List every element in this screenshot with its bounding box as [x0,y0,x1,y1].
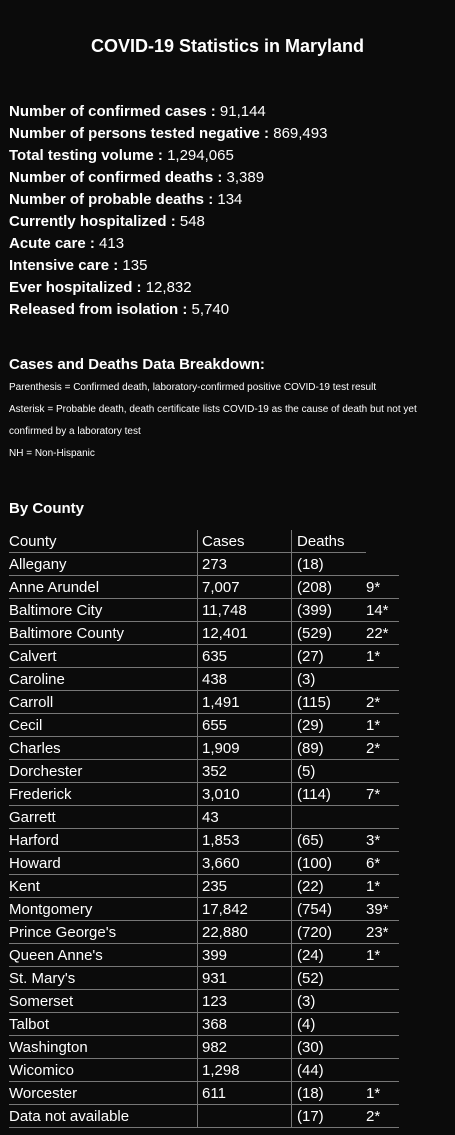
cell-county: Garrett [9,806,198,829]
stat-label: Number of probable deaths : [9,191,214,208]
cell-deaths: (89) [292,737,366,760]
cell-county: Allegany [9,553,198,576]
cell-cases: 611 [198,1082,292,1105]
stat-value: 5,740 [191,301,230,318]
cell-deaths: (18) [292,553,366,576]
breakdown-heading: Cases and Deaths Data Breakdown: [9,356,265,373]
cell-county: Anne Arundel [9,576,198,599]
cell-deaths: (29) [292,714,366,737]
column-header-cases: Cases [198,530,292,553]
stat-label: Currently hospitalized : [9,213,176,230]
cell-deaths: (44) [292,1059,366,1082]
cell-probable-deaths: 1* [366,1082,399,1105]
cell-cases: 1,853 [198,829,292,852]
cell-probable-deaths [366,1036,399,1059]
cell-cases: 7,007 [198,576,292,599]
cell-deaths: (27) [292,645,366,668]
cell-deaths: (115) [292,691,366,714]
cell-cases [198,1105,292,1128]
stat-released-from-isolation [9,299,327,321]
cell-county: Dorchester [9,760,198,783]
cell-cases: 635 [198,645,292,668]
cell-probable-deaths [366,806,399,829]
cell-cases: 3,010 [198,783,292,806]
cell-county: Carroll [9,691,198,714]
cell-probable-deaths [366,668,399,691]
cell-cases: 982 [198,1036,292,1059]
stat-label: Number of confirmed deaths : [9,169,223,186]
cell-cases: 11,748 [198,599,292,622]
cell-probable-deaths: 2* [366,1105,399,1128]
cell-county: Kent [9,875,198,898]
cell-deaths: (65) [292,829,366,852]
cell-deaths: (18) [292,1082,366,1105]
cell-county: Wicomico [9,1059,198,1082]
stat-acute-care [9,233,327,255]
cell-probable-deaths: 3* [366,829,399,852]
stat-value: 3,389 [226,169,265,186]
cell-probable-deaths: 23* [366,921,399,944]
note-parenthesis: Parenthesis = Confirmed death, laboratory-confirmed positive COVID-19 test result [9,382,377,393]
stat-label: Total testing volume : [9,147,163,164]
cell-probable-deaths [366,1013,399,1036]
cell-county: Harford [9,829,198,852]
cell-county: Prince George's [9,921,198,944]
cell-county: Calvert [9,645,198,668]
cell-probable-deaths: 2* [366,691,399,714]
statistics-list [9,101,327,321]
stat-confirmed-deaths [9,167,327,189]
cell-deaths: (114) [292,783,366,806]
cell-probable-deaths: 1* [366,714,399,737]
cell-deaths: (720) [292,921,366,944]
cell-county: Washington [9,1036,198,1059]
stat-value: 135 [122,257,148,274]
cell-cases: 931 [198,967,292,990]
stat-label: Intensive care : [9,257,119,274]
column-header-county: County [9,530,198,553]
cell-cases: 368 [198,1013,292,1036]
stat-label: Released from isolation : [9,301,188,318]
cell-cases: 123 [198,990,292,1013]
stat-value: 91,144 [219,103,266,120]
cell-probable-deaths: 1* [366,944,399,967]
cell-cases: 3,660 [198,852,292,875]
cell-deaths [292,806,366,829]
cell-cases: 438 [198,668,292,691]
cell-deaths: (30) [292,1036,366,1059]
stat-value: 548 [179,213,205,230]
stat-ever-hospitalized [9,277,327,299]
cell-probable-deaths [366,967,399,990]
cell-probable-deaths: 22* [366,622,399,645]
cell-deaths: (52) [292,967,366,990]
cell-county: Charles [9,737,198,760]
cell-deaths: (3) [292,990,366,1013]
cell-deaths: (4) [292,1013,366,1036]
stat-tested-negative [9,123,327,145]
cell-probable-deaths: 2* [366,737,399,760]
cell-cases: 1,491 [198,691,292,714]
stat-probable-deaths [9,189,327,211]
cell-county: Baltimore City [9,599,198,622]
cell-cases: 1,298 [198,1059,292,1082]
cell-deaths: (529) [292,622,366,645]
note-nh: NH = Non-Hispanic [9,448,95,459]
cell-cases: 12,401 [198,622,292,645]
cell-deaths: (100) [292,852,366,875]
cell-county: Talbot [9,1013,198,1036]
cell-probable-deaths [366,760,399,783]
cell-county: Somerset [9,990,198,1013]
column-header-deaths: Deaths [292,530,366,553]
cell-county: Baltimore County [9,622,198,645]
cell-probable-deaths: 1* [366,645,399,668]
cell-county: St. Mary's [9,967,198,990]
cell-probable-deaths: 14* [366,599,399,622]
cell-cases: 17,842 [198,898,292,921]
cell-deaths: (208) [292,576,366,599]
cell-county: Caroline [9,668,198,691]
cell-county: Howard [9,852,198,875]
cell-cases: 399 [198,944,292,967]
stat-intensive-care [9,255,327,277]
cell-county: Montgomery [9,898,198,921]
cell-deaths: (754) [292,898,366,921]
stat-label: Acute care : [9,235,95,252]
cell-cases: 273 [198,553,292,576]
breakdown-notes [9,377,451,465]
cell-probable-deaths: 7* [366,783,399,806]
cell-probable-deaths [366,1059,399,1082]
stat-currently-hospitalized [9,211,327,233]
county-section-heading: By County [9,500,84,517]
stat-value: 869,493 [273,125,328,142]
cell-deaths: (5) [292,760,366,783]
cell-county: Data not available [9,1105,198,1128]
cell-probable-deaths: 1* [366,875,399,898]
stat-value: 1,294,065 [167,147,234,164]
cell-deaths: (17) [292,1105,366,1128]
cell-cases: 43 [198,806,292,829]
cell-probable-deaths: 9* [366,576,399,599]
cell-probable-deaths: 6* [366,852,399,875]
cell-cases: 1,909 [198,737,292,760]
stat-confirmed-cases [9,101,327,123]
cell-probable-deaths [366,990,399,1013]
cell-cases: 22,880 [198,921,292,944]
stat-value: 134 [217,191,243,208]
cell-deaths: (3) [292,668,366,691]
cell-deaths: (24) [292,944,366,967]
cell-county: Cecil [9,714,198,737]
cell-county: Frederick [9,783,198,806]
cell-county: Worcester [9,1082,198,1105]
page-title: COVID-19 Statistics in Maryland [90,36,365,56]
stat-label: Number of persons tested negative : [9,125,270,142]
stat-label: Ever hospitalized : [9,279,142,296]
stat-label: Number of confirmed cases : [9,103,216,120]
cell-cases: 352 [198,760,292,783]
stat-value: 12,832 [145,279,192,296]
cell-cases: 655 [198,714,292,737]
cell-county: Queen Anne's [9,944,198,967]
cell-probable-deaths: 39* [366,898,399,921]
cell-deaths: (399) [292,599,366,622]
stat-value: 413 [99,235,125,252]
cell-deaths: (22) [292,875,366,898]
stat-testing-volume [9,145,327,167]
note-asterisk: Asterisk = Probable death, death certificate lists COVID-19 as the cause of death but not yet confirmed by a laboratory test [9,404,417,437]
cell-cases: 235 [198,875,292,898]
cell-probable-deaths [366,553,399,576]
